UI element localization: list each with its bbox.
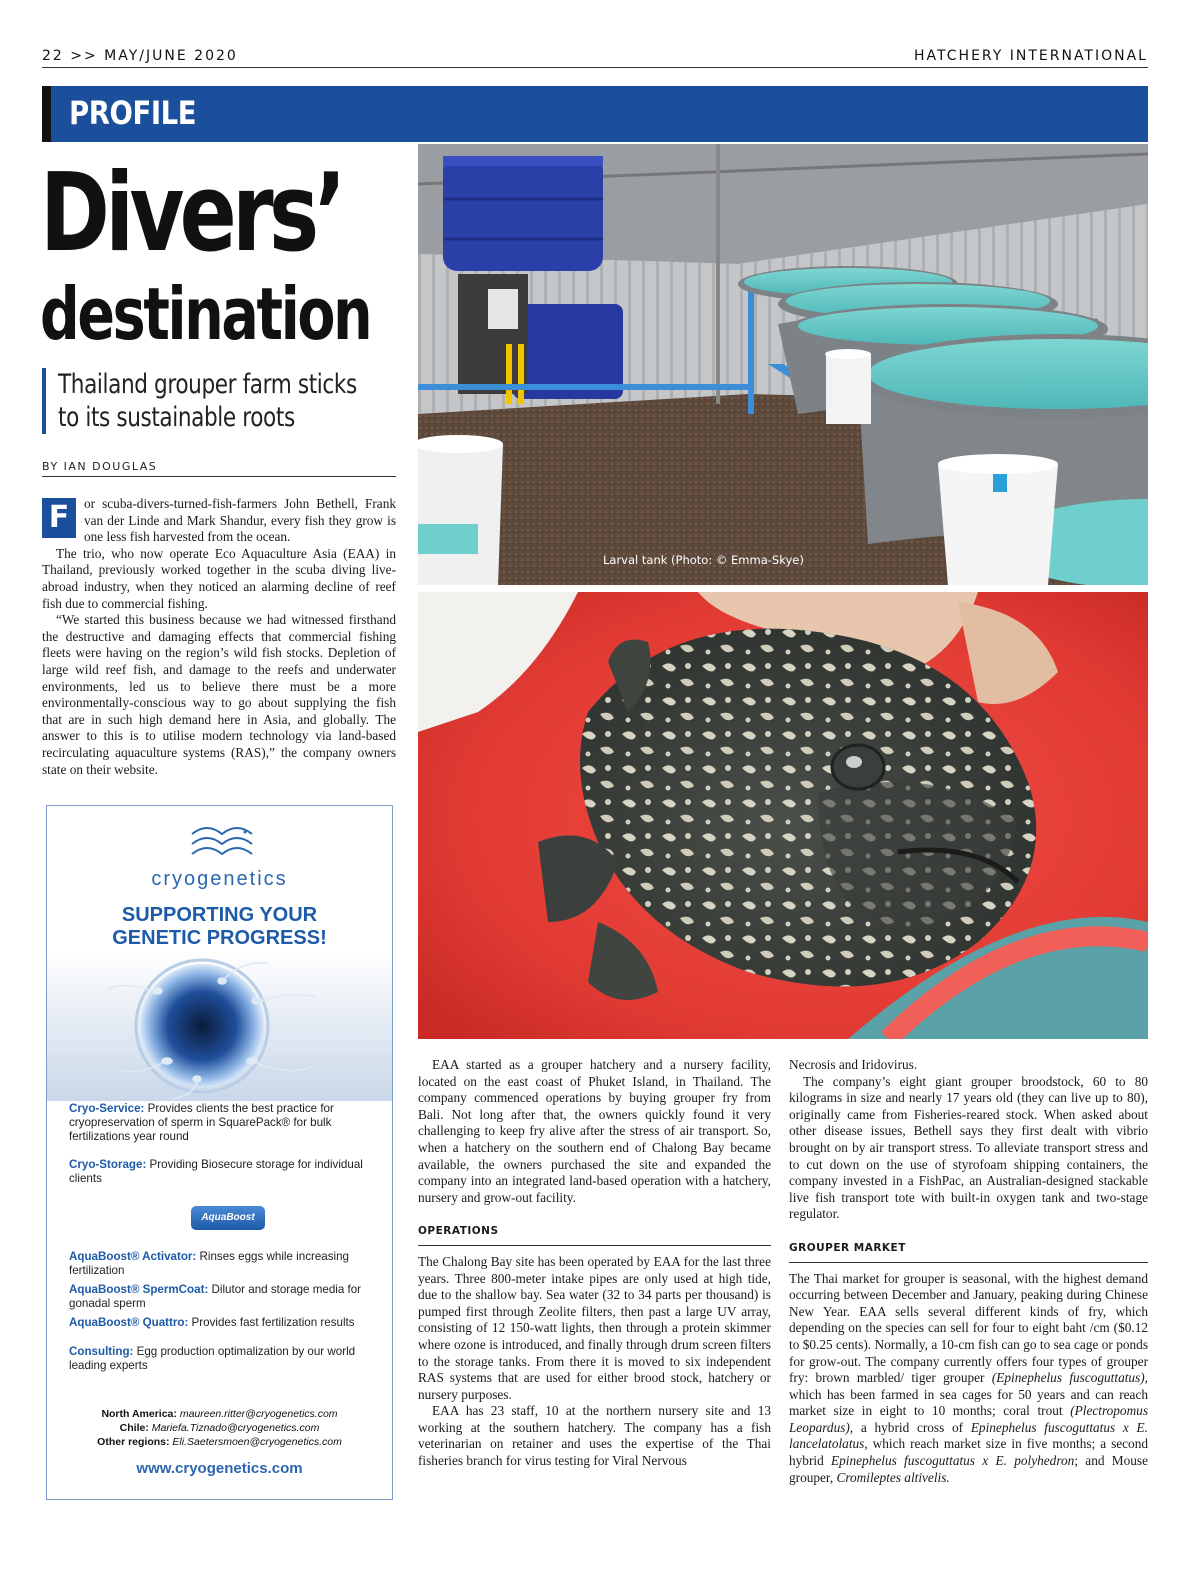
species-name: Epinephelus fuscoguttatus x E. lancelatolatus <box>789 1419 1148 1452</box>
grouper-market-subhead: GROUPER MARKET <box>789 1240 1148 1263</box>
larval-tank-photo <box>418 144 1148 585</box>
headline-line1: Divers’ <box>40 151 342 276</box>
section-bar-tick <box>42 86 51 142</box>
intro-paragraph-3: “We started this business because we had witnessed firsthand the destructive and damaging effects that commercial fishing fleets were having on the region’s wild fish stocks. Depletion of large wild reef fish, and damage to the reefs and underwater environments, led us to believe there must be a more environmentally-conscious way to go about supplying the fish that are in such high demand here in Asia, and globally. The answer to this is to utilise modern technology via land-based recirculating aquaculture systems (RAS),” the company owners state on their website. <box>42 612 396 777</box>
ad-tagline <box>47 904 392 950</box>
col2-paragraph-2: The Chalong Bay site has been operated by EAA for the last three years. Three 800-meter intake pipes are only used at high tide, due to the shallow bay. Sea water (32 to 34 parts per thousand) is pumped first through Zeolite filters, then past a large UV array, consisting of 12 150-watt lights, then through a protein skimmer where ozone is introduced, and finally through drum screen filters to the storage tanks. From there it is moved to six independent RAS systems that are used for either brood stock, hatchery or nursery purposes. <box>418 1253 771 1402</box>
ad-service-activator: AquaBoost® Activator: Rinses eggs while increasing fertilization <box>69 1250 350 1277</box>
ad-service-cryo-service: Cryo-Service: Provides clients the best practice for cryopreservation of sperm in SquarePack® for bulk fertilizations year round <box>69 1102 334 1143</box>
deck-line1: Thailand grouper farm sticks <box>58 369 357 400</box>
photo-caption: Larval tank (Photo: © Emma-Skye) <box>603 553 804 567</box>
ad-service-cryo-storage: Cryo-Storage: Providing Biosecure storage for individual clients <box>69 1158 363 1185</box>
ad-brand: cryogenetics <box>151 868 288 890</box>
byline-rule <box>42 476 396 477</box>
header-rule <box>42 67 1148 68</box>
folio: 22 >> MAY/JUNE 2020 <box>42 48 238 64</box>
intro-paragraph-2: The trio, who now operate Eco Aquaculture Asia (EAA) in Thailand, previously worked together in the scuba diving live-abroad industry, when they noticed an alarming decline of reef fish due to commercial fishing. <box>42 545 396 611</box>
grouper-photo <box>418 592 1148 1039</box>
ad-service-consulting: Consulting: Egg production optimalization by our world leading experts <box>69 1345 356 1372</box>
deck-line2: to its sustainable roots <box>58 402 295 433</box>
species-name: (Epinephelus fuscoguttatus) <box>991 1370 1145 1386</box>
headline-line2: destination <box>40 272 371 356</box>
col2-paragraph-1: EAA started as a grouper hatchery and a nursery facility, located on the east coast of Phuket Island, in Thailand. The company commenced operations by buying grouper fry from Bali. Not long after that, the owners quickly found it very challenging to keep fry alive after the stress of air transport. So, when a hatchery on the southern end of Chalong Bay became available, the owners purchased the site and expanded the company into an integrated land-based operation with a hatchery, nursery and grow-out facility. <box>418 1057 771 1205</box>
cryogenetics-advertisement[interactable] <box>46 805 393 1500</box>
species-name: (Plectropomus Leopardus) <box>789 1403 1148 1435</box>
ad-contact-other-regions: Other regions: Eli.Saetersmoen@cryogenetics.com <box>97 1436 342 1448</box>
deck <box>42 368 432 434</box>
col3-paragraph-1: Necrosis and Iridovirus. <box>789 1057 918 1072</box>
col3-paragraph-2: The company’s eight giant grouper broodstock, 60 to 80 kilograms in size and nearly 17 years old (they can live up to 80), originally came from Fisheries-reared stock. When asked about other disease issues, Bethell says they first dealt with vibrio brought on by air transport stress. To alleviate transport stress and to cut down on the use of styrofoam shipping containers, the company invested in a FishPac, an Australian-designed stackable live fish transport tote with built-in oxygen tank and two-stage regulator. <box>789 1073 1148 1222</box>
col2-paragraph-3: EAA has 23 staff, 10 at the northern nursery site and 13 working at the southern hatchery. The company has a fish veterinarian on retainer and uses the expertise of the Thai fisheries branch for virus testing for Viral Nervous <box>418 1403 771 1469</box>
section-label: PROFILE <box>69 94 197 132</box>
ad-service-quattro: AquaBoost® Quattro: Provides fast fertilization results <box>69 1316 355 1329</box>
byline: BY IAN DOUGLAS <box>42 460 158 473</box>
col3-paragraph-3: The Thai market for grouper is seasonal, with the highest demand occurring between December and January, peaking during Chinese New Year. EAA sells several different kinds of fry, which depending on the species can sell for four to eight baht /cm ($0.12 to $0.25 cents). Normally, a 10-cm fish can go to sea cage or ponds for grow-out. The company currently offers four types of grouper fry: brown marbled/ tiger grouper (Epinephelus fuscoguttatus), which has been farmed in sea cages for 50 years and can reach market size in eight to 10 months; coral trout (Plectropomus Leopardus), a hybrid cross of Epinephelus fuscoguttatus x E. lancelatolatus, which reach market size in five months; a second hybrid Epinephelus fuscoguttatus x E. polyhedron; and Mouse grouper, Cromileptes altivelis. <box>789 1270 1149 1485</box>
aquaboost-logo: AquaBoost <box>191 1206 265 1230</box>
intro-paragraph-1 <box>42 496 396 546</box>
ad-website-link[interactable]: www.cryogenetics.com <box>136 1460 303 1477</box>
dropcap: F <box>42 498 76 538</box>
body-column-3 <box>789 1057 1148 1486</box>
operations-subhead: OPERATIONS <box>418 1223 771 1246</box>
egg-sperm-illustration <box>47 951 393 1101</box>
body-column-2 <box>418 1057 771 1470</box>
species-name: Cromileptes altivelis. <box>836 1469 950 1485</box>
fish-logo-icon <box>187 820 257 864</box>
ad-tagline-line1: SUPPORTING YOUR <box>121 904 318 926</box>
species-name: Epinephelus fuscoguttatus x E. polyhedron <box>831 1453 1075 1469</box>
ad-contact-chile: Chile: Mariefa.Tiznado@cryogenetics.com <box>119 1422 320 1434</box>
intro-column <box>42 496 396 778</box>
publication-name: HATCHERY INTERNATIONAL <box>914 48 1148 64</box>
intro-paragraph-1-text: or scuba-divers-turned-fish-farmers John Bethell, Frank van der Linde and Mark Shandur, every fish they grow is one less fish harvested from the ocean. <box>84 496 396 545</box>
ad-service-spermcoat: AquaBoost® SpermCoat: Dilutor and storage media for gonadal sperm <box>69 1283 362 1310</box>
section-bar <box>42 86 1148 142</box>
ad-tagline-line2: GENETIC PROGRESS! <box>112 927 327 949</box>
ad-contact-north-america: North America: maureen.ritter@cryogenetics.com <box>101 1408 338 1420</box>
